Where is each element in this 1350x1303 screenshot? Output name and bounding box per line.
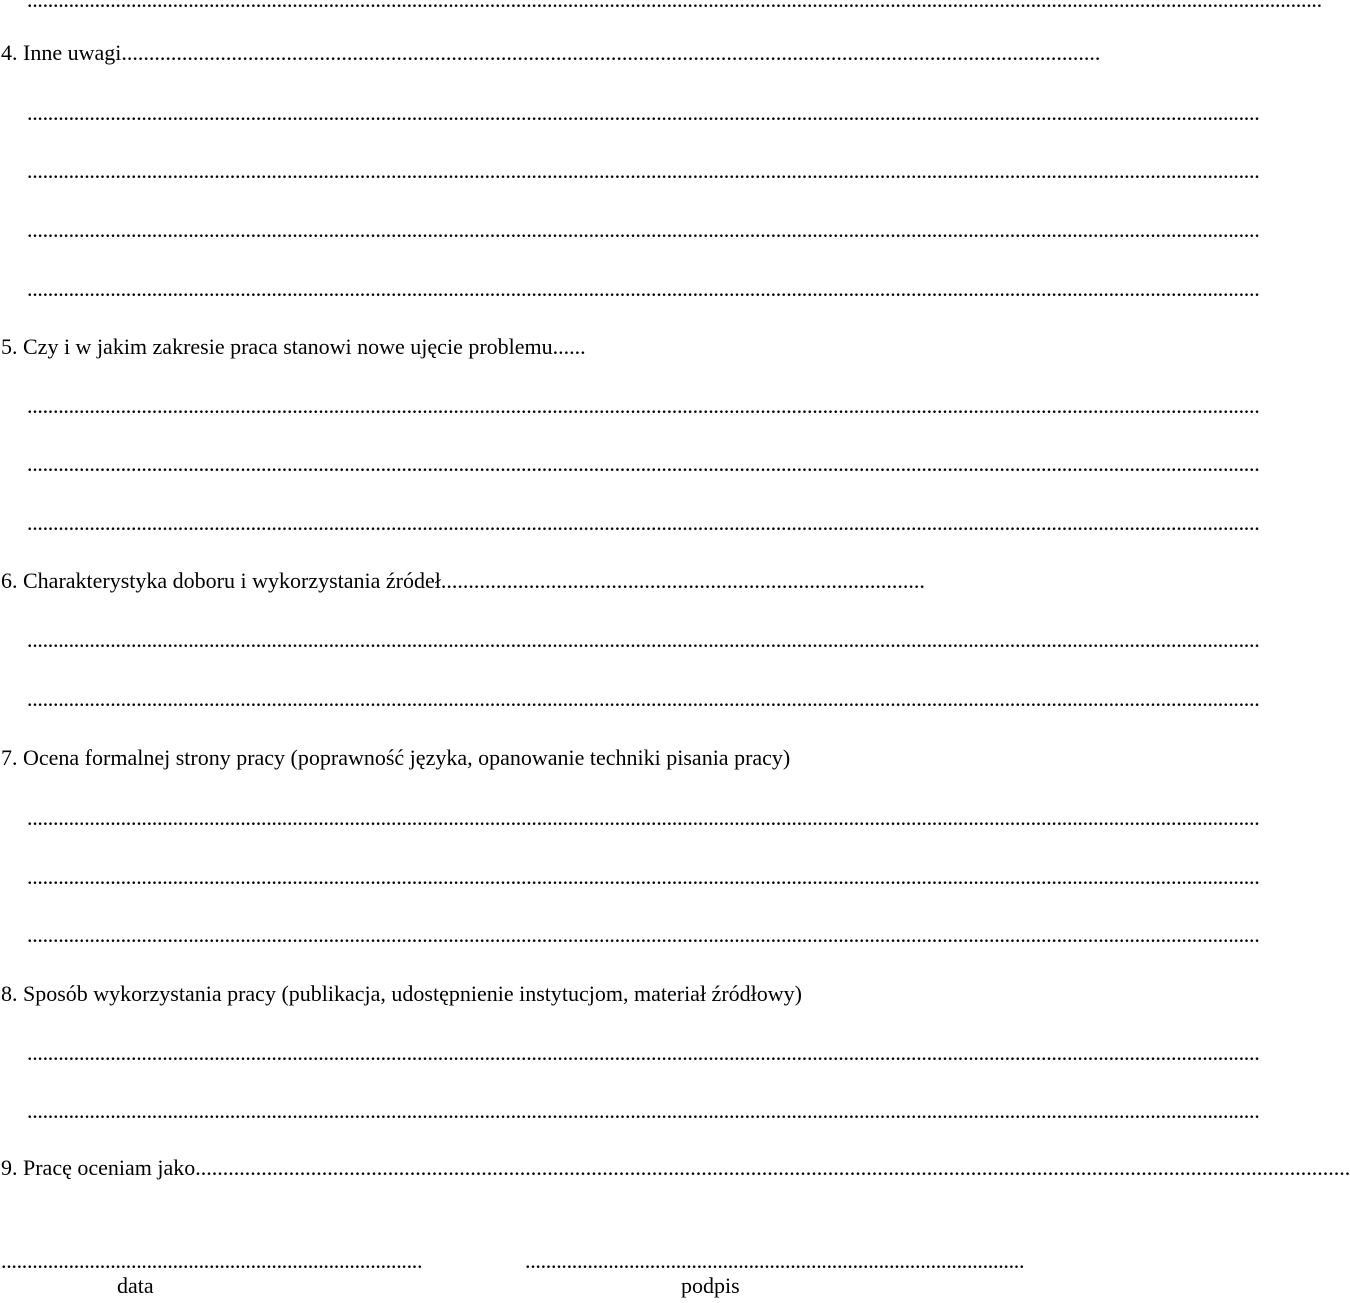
section-4-heading: 4. Inne uwagi.................................................................................................................................................................................. — [1, 40, 1101, 65]
section-8-line-2: ............................................................................................................................................................................................................................................. — [27, 1098, 1260, 1123]
section-5-line-2: ............................................................................................................................................................................................................................................. — [27, 451, 1260, 476]
section-5-heading: 5. Czy i w jakim zakresie praca stanowi nowe ujęcie problemu...... — [1, 334, 586, 359]
signature-dotted-line: ................................................................................................ — [525, 1248, 1025, 1273]
section-7-line-1: ............................................................................................................................................................................................................................................. — [27, 805, 1260, 830]
section-9-heading: 9. Pracę oceniam jako.................................................................................................................................................................................................................. — [1, 1155, 1350, 1180]
section-5-line-1: ............................................................................................................................................................................................................................................. — [27, 393, 1260, 418]
section-7-line-2: ............................................................................................................................................................................................................................................. — [27, 864, 1260, 889]
section-8-heading: 8. Sposób wykorzystania pracy (publikacja, udostępnienie instytucjom, materiał źródłowy) — [1, 981, 802, 1006]
date-dotted-line: ................................................................................. — [1, 1248, 423, 1273]
section-4-line-4: ............................................................................................................................................................................................................................................. — [27, 276, 1260, 301]
section-4-line-3: ............................................................................................................................................................................................................................................. — [27, 217, 1260, 242]
section-6-line-1: ............................................................................................................................................................................................................................................. — [27, 627, 1260, 652]
date-label: data — [117, 1273, 154, 1298]
section-5-line-3: ............................................................................................................................................................................................................................................. — [27, 510, 1260, 535]
section-8-line-1: ............................................................................................................................................................................................................................................. — [27, 1040, 1260, 1065]
section-4-line-2: ............................................................................................................................................................................................................................................. — [27, 158, 1260, 183]
top-dotted-line — [27, 0, 941, 13]
section-4-line-1: ............................................................................................................................................................................................................................................. — [27, 100, 1260, 125]
section-6-line-2: ............................................................................................................................................................................................................................................. — [27, 686, 1260, 711]
section-7-line-3: ............................................................................................................................................................................................................................................. — [27, 922, 1260, 947]
signature-label: podpis — [681, 1273, 740, 1298]
section-7-heading: 7. Ocena formalnej strony pracy (poprawność języka, opanowanie techniki pisania pracy) — [1, 745, 791, 770]
section-6-heading: 6. Charakterystyka doboru i wykorzystania źródeł........................................................................................ — [1, 568, 925, 593]
